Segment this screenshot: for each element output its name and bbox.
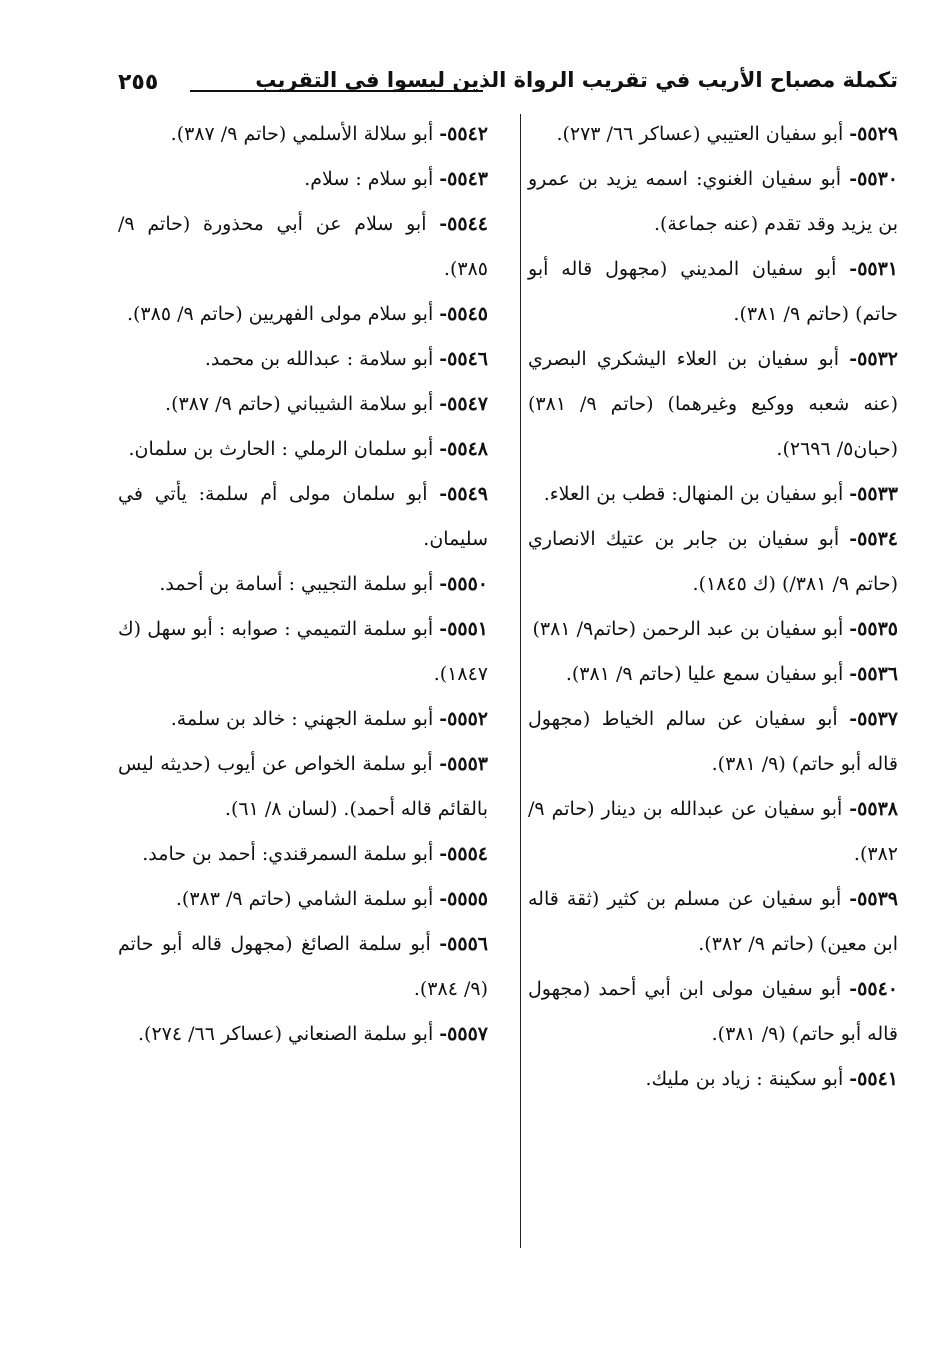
entry-text: أبو سلام مولى الفهريين (حاتم ٩/ ٣٨٥). <box>126 303 434 325</box>
column-divider <box>520 114 521 1248</box>
entry <box>528 877 898 967</box>
entry-number: ٥٥٤٨- <box>439 438 488 460</box>
entry-text: أبو سلمان مولى أم سلمة: يأتي في سليمان. <box>118 483 488 550</box>
entry-text: أبو سلالة الأسلمي (حاتم ٩/ ٣٨٧). <box>170 123 434 145</box>
entry-number: ٥٥٣٣- <box>849 483 898 505</box>
entry <box>118 337 488 382</box>
entry-text: أبو سلامة : عبدالله بن محمد. <box>204 348 434 370</box>
entry-text: أبو سكينة : زياد بن مليك. <box>645 1068 844 1090</box>
entry-text: أبو سفيان الغنوي: اسمه يزيد بن عمرو بن يزيد وقد تقدم (عنه جماعة). <box>528 168 898 235</box>
entry-number: ٥٥٥٤- <box>439 843 488 865</box>
entry-text: أبو سفيان عن عبدالله بن دينار (حاتم ٩/ ٣٨٢). <box>528 798 898 865</box>
entry-number: ٥٥٥٣- <box>439 753 488 775</box>
entry <box>528 787 898 877</box>
entry-number: ٥٥٥٢- <box>439 708 488 730</box>
entry <box>118 1012 488 1057</box>
entry-number: ٥٥٥١- <box>439 618 489 640</box>
entry-number: ٥٥٣٦- <box>849 663 898 685</box>
entry-number: ٥٥٤٢- <box>439 123 488 145</box>
entry <box>528 337 898 472</box>
entry <box>528 1057 898 1102</box>
entry-text: أبو سلمة الجهني : خالد بن سلمة. <box>170 708 434 730</box>
entry <box>118 832 488 877</box>
entry-number: ٥٥٣٠- <box>849 168 898 190</box>
entry <box>118 697 488 742</box>
page-number: ٢٥٥ <box>118 70 159 95</box>
entry-text: أبو سفيان بن عبد الرحمن (حاتم٩/ ٣٨١) <box>532 618 844 640</box>
entry-number: ٥٥٣٧- <box>849 708 898 730</box>
entry <box>118 742 488 832</box>
header-rule <box>190 90 483 92</box>
entry-number: ٥٥٤٠- <box>849 978 898 1000</box>
entry <box>118 292 488 337</box>
left-column <box>118 112 488 1057</box>
entry-text: أبو سلمة الصنعاني (عساكر ٦٦/ ٢٧٤). <box>137 1023 434 1045</box>
entry <box>118 112 488 157</box>
entry <box>528 607 898 652</box>
entry-text: أبو سلام عن أبي محذورة (حاتم ٩/ ٣٨٥). <box>118 213 488 280</box>
entry-text: أبو سلام : سلام. <box>304 168 434 190</box>
entry-number: ٥٥٥٧- <box>439 1023 488 1045</box>
entry <box>118 607 488 697</box>
entry-number: ٥٥٤٩- <box>439 483 488 505</box>
entry-text: أبو سلمة السمرقندي: أحمد بن حامد. <box>142 843 434 865</box>
entry-number: ٥٥٥٦- <box>439 933 488 955</box>
entry <box>118 157 488 202</box>
entry <box>118 877 488 922</box>
entry-text: أبو سفيان سمع عليا (حاتم ٩/ ٣٨١). <box>565 663 844 685</box>
entry-text: أبو سفيان العتيبي (عساكر ٦٦/ ٢٧٣). <box>556 123 844 145</box>
entry <box>528 967 898 1057</box>
entry-number: ٥٥٥٥- <box>439 888 488 910</box>
entry-text: أبو سلمة التميمي : صوابه : أبو سهل (ك ١٨٤٧). <box>118 618 488 685</box>
entry <box>118 922 488 1012</box>
entry-text: أبو سفيان بن جابر بن عتيك الانصاري (حاتم ٩/ ٣٨١/) (ك ١٨٤٥). <box>528 528 898 595</box>
entry-text: أبو سلمة الخواص عن أيوب (حديثه ليس بالقائم قاله أحمد). (لسان ٨/ ٦١). <box>118 753 488 820</box>
page-header <box>118 68 898 108</box>
entry <box>118 202 488 292</box>
entry <box>528 517 898 607</box>
entry <box>118 472 488 562</box>
entry-number: ٥٥٣٩- <box>849 888 898 910</box>
entry-number: ٥٥٤٧- <box>439 393 488 415</box>
entry <box>528 112 898 157</box>
entry-number: ٥٥٤٦- <box>439 348 488 370</box>
entry-text: أبو سلمة الشامي (حاتم ٩/ ٣٨٣). <box>175 888 434 910</box>
entry-number: ٥٥٢٩- <box>849 123 898 145</box>
entry-number: ٥٥٣١- <box>849 258 899 280</box>
entry-number: ٥٥٣٥- <box>849 618 898 640</box>
entry-number: ٥٥٣٤- <box>849 528 898 550</box>
entry-text: أبو سلمة التجيبي : أسامة بن أحمد. <box>159 573 434 595</box>
entry-number: ٥٥٤٥- <box>439 303 488 325</box>
entry-number: ٥٥٣٢- <box>849 348 898 370</box>
entry <box>528 697 898 787</box>
entry-text: أبو سفيان المديني (مجهول قاله أبو حاتم) (حاتم ٩/ ٣٨١). <box>528 258 898 325</box>
right-column <box>528 112 898 1102</box>
entry-text: أبو سفيان بن المنهال: قطب بن العلاء. <box>543 483 844 505</box>
entry-text: أبو سفيان عن مسلم بن كثير (ثقة قاله ابن معين) (حاتم ٩/ ٣٨٢). <box>528 888 898 955</box>
entry <box>528 652 898 697</box>
entry-text: أبو سفيان مولى ابن أبي أحمد (مجهول قاله أبو حاتم) (٩/ ٣٨١). <box>528 978 898 1045</box>
entry-text: أبو سفيان بن العلاء اليشكري البصري (عنه شعبه ووكيع وغيرهما) (حاتم ٩/ ٣٨١) (حبان٥/ ٢٦٩٦). <box>528 348 898 460</box>
entry-text: أبو سلمان الرملي : الحارث بن سلمان. <box>128 438 434 460</box>
entry-number: ٥٥٤١- <box>849 1068 898 1090</box>
entry <box>528 472 898 517</box>
entry-text: أبو سلامة الشيباني (حاتم ٩/ ٣٨٧). <box>165 393 434 415</box>
entry-number: ٥٥٥٠- <box>439 573 488 595</box>
entry-text: أبو سلمة الصائغ (مجهول قاله أبو حاتم (٩/ ٣٨٤). <box>118 933 488 1000</box>
entry <box>528 157 898 247</box>
entry <box>118 382 488 427</box>
entry <box>118 562 488 607</box>
entry-number: ٥٥٤٣- <box>439 168 488 190</box>
entry-number: ٥٥٣٨- <box>849 798 898 820</box>
entry-text: أبو سفيان عن سالم الخياط (مجهول قاله أبو حاتم) (٩/ ٣٨١). <box>528 708 898 775</box>
entry <box>118 427 488 472</box>
running-title: تكملة مصباح الأريب في تقريب الرواة الذين ليسوا في التقريب <box>255 68 898 92</box>
entry <box>528 247 898 337</box>
entry-number: ٥٥٤٤- <box>439 213 488 235</box>
